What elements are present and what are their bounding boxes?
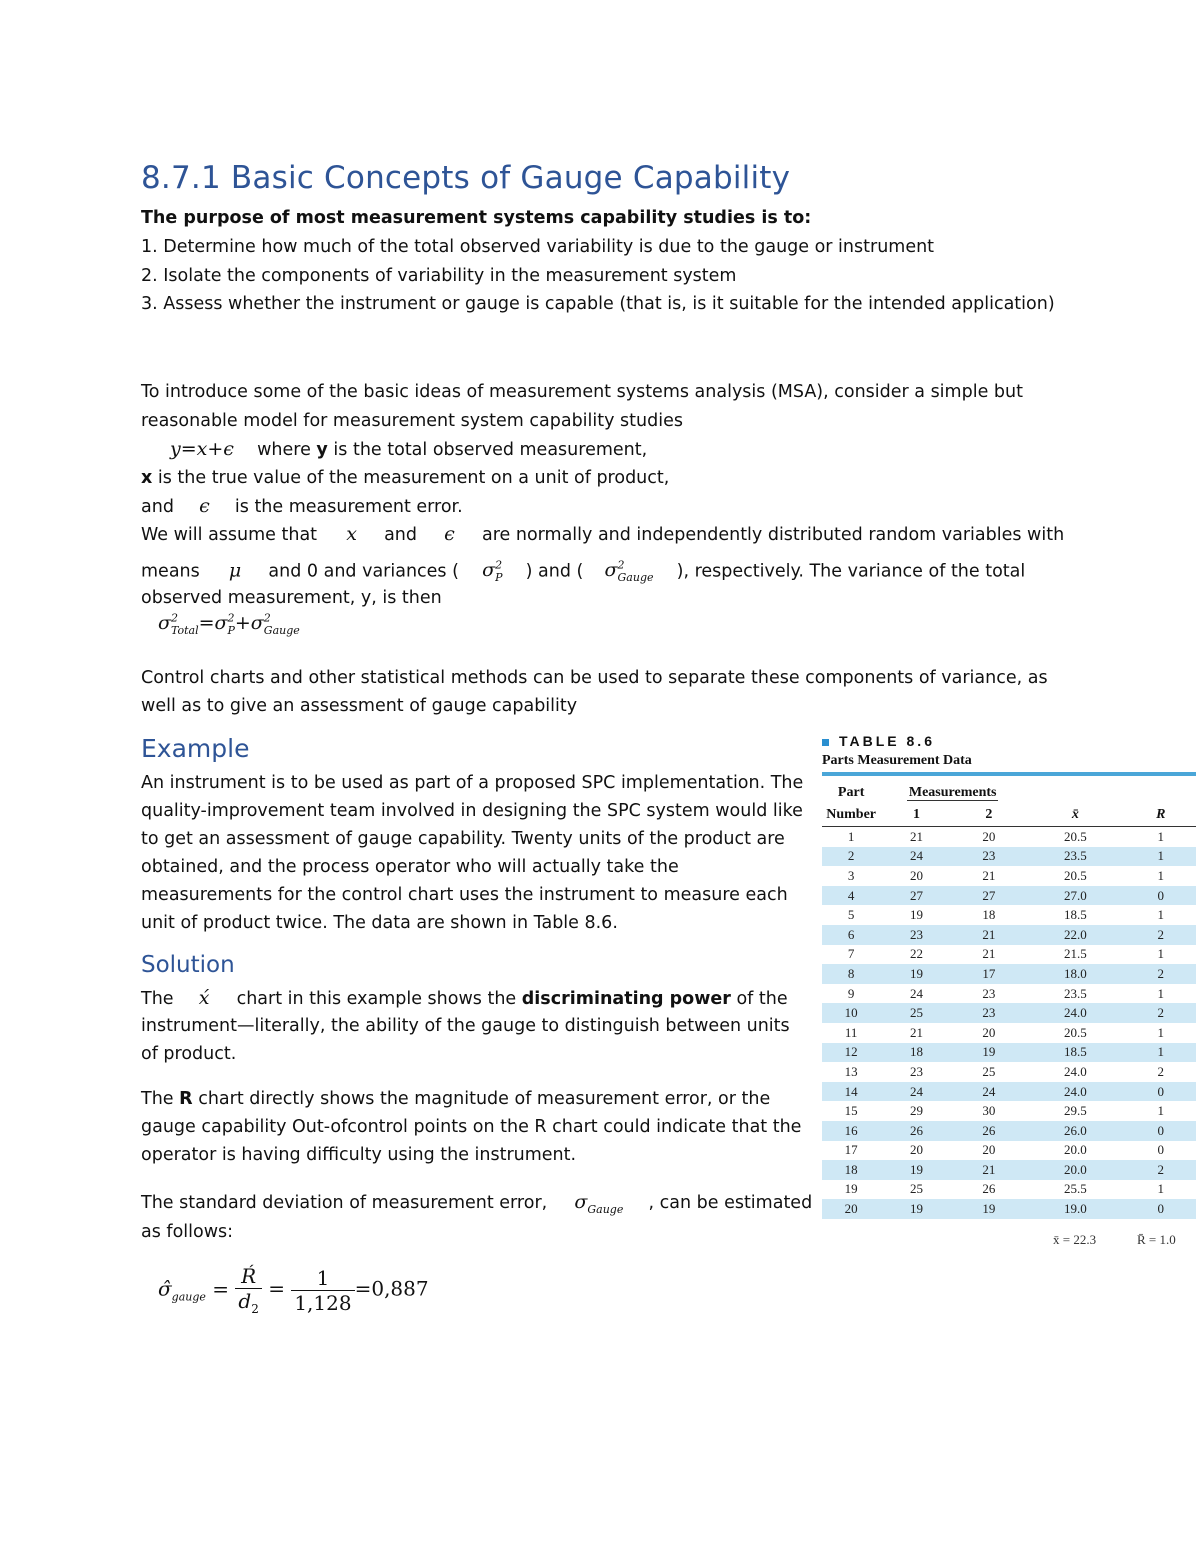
table-cell: 29 [909,1103,923,1119]
text: 2 [495,559,503,572]
text: 2 [227,612,235,625]
example-line: to get an assessment of gauge capability. Twenty units of the product are [141,829,785,849]
example-heading: Example [141,734,250,763]
xbar-symbol: x́ [198,987,210,1009]
text: 1 [291,1266,354,1291]
table-cell: 18 [844,1161,858,1177]
table-cell: 18 [909,1044,923,1060]
text: chart directly shows the magnitude of measurement error, or the [198,1089,771,1109]
table-row [822,1101,1196,1121]
table-cell: 7 [847,946,855,962]
table-cell: 27 [982,887,996,903]
table-cell: 5 [847,907,855,923]
col-header: x̄ [1025,804,1126,827]
table-cell: 24 [909,848,923,864]
col-header: R [1126,804,1196,827]
table-cell: 20.5 [1063,828,1087,844]
example-line: An instrument is to be used as part of a proposed SPC implementation. The [141,773,804,793]
sigma-gauge: $\sigma_{Gauge}$ [574,1191,624,1216]
table-cell: 12 [844,1044,858,1060]
col-header: Part [837,785,865,800]
table-cell: 26 [982,1181,996,1197]
text: chart in this example shows the [236,989,517,1009]
text: gauge [171,1290,206,1304]
solution-para-line: as follows: [141,1222,234,1242]
table-cell: 20 [909,1142,923,1158]
mu-symbol: μ [228,559,242,582]
table-cell: 18 [982,907,996,923]
example-line: unit of product twice. The data are shown in Table 8.6. [141,913,618,933]
table-cell: 20 [844,1201,858,1217]
solution-para-line: gauge capability Out-ofcontrol points on the R chart could indicate that the [141,1117,802,1137]
text: 2 [263,612,271,625]
table-cell: 18.5 [1063,1044,1087,1060]
table-row [822,1199,1196,1219]
table-cell: 0 [1157,1122,1165,1138]
table-row [822,1160,1196,1180]
table-label [822,733,1198,749]
table-cell: 20 [982,828,996,844]
col-header: 1 [880,804,952,827]
table-cell: 1 [1157,1044,1165,1060]
table-cell: 0 [1157,1201,1165,1217]
parts-measurement-table [822,733,1198,1219]
table-cell: 19 [909,1161,923,1177]
table-cell: 27 [909,887,923,903]
section-title: 8.7.1 Basic Concepts of Gauge Capability [141,160,791,196]
table-cell: 27.0 [1063,887,1087,903]
table-row [822,1180,1196,1200]
table-row [822,905,1196,925]
text: TABLE 8.6 [839,733,935,749]
r-over-d2-fraction [235,1264,261,1316]
table-cell: 25.5 [1063,1181,1087,1197]
table-cell: 24.0 [1063,1063,1087,1079]
table-cell: 20.0 [1063,1142,1087,1158]
table-row [822,964,1196,984]
table-cell: 24.0 [1063,1083,1087,1099]
table-row [822,984,1196,1004]
epsilon-symbol: ϵ [444,523,455,545]
table-cell: 1 [1157,946,1165,962]
x-definition [141,464,669,492]
table-cell: 11 [844,1024,858,1040]
table-cell: 22.0 [1063,926,1087,942]
example-line: quality-improvement team involved in designing the SPC system would like [141,801,803,821]
table-cell: 26 [982,1122,996,1138]
text: Gauge [263,624,300,638]
table-cell: 23 [909,1063,923,1079]
table-row [822,1082,1196,1102]
table-row [822,1003,1196,1023]
table-cell: 2 [1157,965,1165,981]
text: 1,128 [294,1290,352,1315]
table-row [822,925,1196,945]
table-cell: 21.5 [1063,946,1087,962]
purpose-heading: The purpose of most measurement systems capability studies is to: [141,208,812,228]
table-cell: 24 [909,985,923,1001]
text: Total [170,624,199,638]
table-row [822,1141,1196,1161]
table-cell: 24.0 [1063,1005,1087,1021]
table-cell: 24 [909,1083,923,1099]
text: and 0 and variances ( [268,561,459,582]
table-cell: 23.5 [1063,848,1087,864]
table-cell: 20 [982,1142,996,1158]
text: discriminating power [521,989,731,1009]
text: The standard deviation of measurement error, [141,1193,548,1213]
observed-line: observed measurement, y, is then [141,588,442,608]
text: 2 [251,1302,259,1316]
table-cell: 13 [844,1063,858,1079]
table-cell: 0 [1157,1142,1165,1158]
text: 2 [617,559,625,572]
col-header: 2 [953,804,1025,827]
table-cell: 23 [982,848,996,864]
table-cell: 25 [909,1181,923,1197]
example-line: obtained, and the process operator who will actually take the [141,857,679,877]
text: The [141,989,174,1009]
col-header: Number [822,804,880,827]
table-cell: 21 [909,1024,923,1040]
table-cell: 23 [909,926,923,942]
purpose-item: 1. Determine how much of the total observed variability is due to the gauge or instrument [141,237,935,257]
text: We will assume that [141,525,318,545]
table-cell: 1 [1157,1181,1165,1197]
error-definition [141,492,463,521]
intro-line: reasonable model for measurement system capability studies [141,411,683,431]
text: and [141,497,174,517]
col-header [880,774,1025,804]
table-cell: 2 [1157,1005,1165,1021]
table-cell: 0 [1157,1083,1165,1099]
table-cell: 26.0 [1063,1122,1087,1138]
table-row [822,886,1196,906]
model-equation-line [170,435,647,464]
text: ), respectively. The variance of the total [676,561,1026,582]
table-cell: 20.5 [1063,1024,1087,1040]
table-cell: 17 [844,1142,858,1158]
table-cell: 1 [1157,867,1165,883]
table-cell: 2 [1157,1063,1165,1079]
table-cell: 21 [982,1161,996,1177]
table-cell: 4 [847,887,855,903]
table-cell: 23 [982,985,996,1001]
table-cell: 2 [1157,926,1165,942]
text: are normally and independently distributed random variables with [481,525,1065,545]
table-row [822,1062,1196,1082]
text: is the measurement error. [234,497,463,517]
table-cell: 19 [909,907,923,923]
table-cell: 26 [909,1122,923,1138]
table-cell: 2 [1157,1161,1165,1177]
one-over-d2-fraction [291,1266,354,1315]
table-row [822,827,1196,847]
solution-para-line: of product. [141,1044,237,1064]
solution-para-line: instrument—literally, the ability of the gauge to distinguish between units [141,1016,790,1036]
sigma-p-squared: $\sigma^2_P$ [482,559,503,585]
text: and [384,525,418,545]
table-cell: 18.0 [1063,965,1087,981]
table-cell: 21 [909,828,923,844]
table-cell: 6 [847,926,855,942]
table-row [822,945,1196,965]
table-cell: 19 [909,1201,923,1217]
table-cell: 18.5 [1063,907,1087,923]
table-cell: 30 [982,1103,996,1119]
table-cell: 20 [982,1024,996,1040]
text: The [141,1089,174,1109]
text: Measurements [908,785,997,800]
text: y [316,440,328,460]
text: P [227,624,235,638]
text: =0,887 [354,1276,429,1301]
text: means [141,561,200,582]
text: Gauge [587,1202,624,1216]
text: is the total observed measurement, [333,440,648,460]
solution-para-line: operator is having difficulty using the instrument. [141,1145,577,1165]
table-cell: 3 [847,867,855,883]
table-cell: 25 [909,1005,923,1021]
x-symbol: x [346,523,357,545]
r-summary: R̄ = 1.0 [1137,1232,1176,1247]
table-cell: 14 [844,1083,858,1099]
control-para-line: Control charts and other statistical methods can be used to separate these components of variance, as [141,668,1048,688]
table-cell: 1 [1157,828,1165,844]
epsilon-symbol: ϵ [199,495,210,517]
text: x [141,468,153,488]
intro-line: To introduce some of the basic ideas of measurement systems analysis (MSA), consider a simple but [141,382,1023,402]
table-row [822,866,1196,886]
table-cell: 1 [1157,1024,1165,1040]
table-cell: 19 [982,1201,996,1217]
table-cell: 9 [847,985,855,1001]
table-cell: 20.0 [1063,1161,1087,1177]
text: 2 [170,612,178,625]
table-cell: 19 [982,1044,996,1060]
example-line: measurements for the control chart uses the instrument to measure each [141,885,788,905]
table-cell: 1 [1157,1103,1165,1119]
table-cell: 15 [844,1103,858,1119]
table-row [822,1121,1196,1141]
table-cell: 24 [982,1083,996,1099]
text: where [257,440,311,460]
text: d [238,1289,252,1313]
table-cell: 25 [982,1063,996,1079]
table-cell: 23 [982,1005,996,1021]
assume-line [141,520,1064,549]
solution-para-line [141,1085,770,1113]
table-cell: 19 [844,1181,858,1197]
text: is the true value of the measurement on a unit of product, [157,468,670,488]
table-cell: 1 [1157,907,1165,923]
text: , can be estimated [648,1193,813,1213]
solution-para-line [141,984,788,1013]
purpose-item: 3. Assess whether the instrument or gauge is capable (that is, is it suitable for the intended application) [141,294,1055,314]
solution-para-line [141,1188,812,1224]
table-cell: 8 [847,965,855,981]
table-cell: 20 [909,867,923,883]
solution-heading: Solution [141,952,235,978]
table-caption: Parts Measurement Data [822,753,972,768]
text: P [495,571,503,585]
table-cell: 20.5 [1063,867,1087,883]
text: ) and ( [525,561,584,582]
model-equation: y=x+ϵ [170,438,234,460]
table-cell: 1 [1157,985,1165,1001]
square-bullet-icon [822,739,829,746]
sigma-gauge-squared: $\sigma^2_{Gauge}$ [604,559,654,585]
table-cell: 10 [844,1005,858,1021]
table-row [822,1043,1196,1063]
table-cell: 0 [1157,887,1165,903]
table-row [822,1023,1196,1043]
table-cell: 21 [982,867,996,883]
table-cell: 19 [909,965,923,981]
variance-equation: $\sigma^2_{Total}=\sigma^2_P+\sigma^2_{Gauge}$ [158,612,300,638]
text: R [179,1089,193,1109]
table-cell: 29.5 [1063,1103,1087,1119]
table-cell: 22 [909,946,923,962]
table-cell: 2 [847,848,855,864]
purpose-item: 2. Isolate the components of variability in the measurement system [141,266,737,286]
control-para-line: well as to give an assessment of gauge capability [141,696,578,716]
text: of the [736,989,788,1009]
table-cell: 23.5 [1063,985,1087,1001]
table-cell: 21 [982,946,996,962]
text: Ŕ [235,1264,261,1289]
table-cell: 16 [844,1122,858,1138]
gauge-sigma-formula: $\sigmâ_{gauge}$ = $\frac{Ŕ}{d_2}$ = $\frac{1}{1,128}$ =0,887 [158,1264,429,1316]
text: Gauge [617,571,654,585]
table-cell: 19.0 [1063,1201,1087,1217]
data-table [822,772,1196,1219]
xbar-summary: x̄ = 22.3 [1053,1232,1097,1247]
table-cell: 1 [847,828,855,844]
table-cell: 17 [982,965,996,981]
table-row [822,847,1196,867]
table-cell: 21 [982,926,996,942]
table-cell: 1 [1157,848,1165,864]
